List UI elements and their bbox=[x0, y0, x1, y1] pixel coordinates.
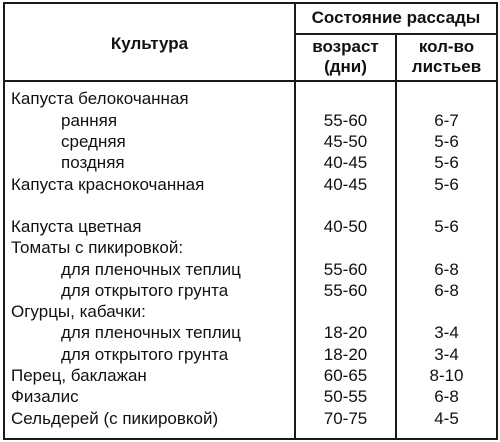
leaf-count-value: 5-6 bbox=[434, 132, 459, 151]
header-culture: Культура bbox=[110, 34, 189, 53]
table-row bbox=[5, 174, 496, 196]
leaf-count-value: 6-8 bbox=[434, 260, 459, 279]
table-row bbox=[5, 216, 496, 238]
header-divider bbox=[3, 80, 498, 82]
table-row bbox=[5, 131, 496, 153]
leaf-count-value: 5-6 bbox=[434, 153, 459, 172]
age-days-value: 70-75 bbox=[323, 409, 368, 428]
table-row bbox=[5, 344, 496, 366]
subheader-divider bbox=[296, 33, 498, 35]
leaf-count-value: 8-10 bbox=[429, 366, 464, 385]
leaf-count-value: 6-7 bbox=[434, 111, 459, 130]
leaf-count-value: 5-6 bbox=[434, 175, 459, 194]
table-row bbox=[5, 110, 496, 132]
culture-name: для пленочных теплиц bbox=[61, 260, 241, 279]
leaf-count-value: 6-8 bbox=[434, 281, 459, 300]
age-days-value: 18-20 bbox=[323, 323, 368, 342]
table-row bbox=[5, 322, 496, 344]
age-days-value: 50-55 bbox=[323, 387, 368, 406]
age-days-value: 40-45 bbox=[323, 175, 368, 194]
leaf-count-value: 4-5 bbox=[434, 409, 459, 428]
culture-name: Физалис bbox=[11, 387, 79, 406]
leaf-count-value: 3-4 bbox=[434, 345, 459, 364]
culture-name: средняя bbox=[61, 132, 126, 151]
culture-name: Сельдерей (с пикировкой) bbox=[11, 409, 219, 428]
table-row bbox=[5, 280, 496, 302]
culture-name: Перец, баклажан bbox=[11, 366, 147, 385]
table-bottom-border bbox=[3, 438, 498, 440]
header-age-days: возраст (дни) bbox=[312, 37, 379, 76]
culture-name: ранняя bbox=[61, 111, 118, 130]
header-leaf-count: кол-во листьев bbox=[411, 37, 482, 76]
culture-name: для открытого грунта bbox=[61, 281, 229, 300]
age-days-value: 40-45 bbox=[323, 153, 368, 172]
table-right-border bbox=[496, 2, 498, 440]
culture-name: поздняя bbox=[61, 153, 125, 172]
table-row bbox=[5, 88, 496, 110]
culture-name: для открытого грунта bbox=[61, 345, 229, 364]
table-row bbox=[5, 365, 496, 387]
table-top-border bbox=[3, 2, 498, 4]
table-row bbox=[5, 386, 496, 408]
table-row bbox=[5, 237, 496, 259]
leaf-count-value: 3-4 bbox=[434, 323, 459, 342]
age-days-value: 45-50 bbox=[323, 132, 368, 151]
header-seedling-state: Состояние рассады bbox=[311, 8, 481, 27]
leaf-count-value: 6-8 bbox=[434, 387, 459, 406]
culture-name: Капуста краснокочанная bbox=[11, 175, 205, 194]
age-days-value: 40-50 bbox=[323, 217, 368, 236]
culture-name: Капуста белокочанная bbox=[11, 89, 189, 108]
culture-name: Капуста цветная bbox=[11, 217, 142, 236]
age-days-value: 18-20 bbox=[323, 345, 368, 364]
leaf-count-value: 5-6 bbox=[434, 217, 459, 236]
table-row bbox=[5, 408, 496, 430]
age-days-value: 60-65 bbox=[323, 366, 368, 385]
table-row bbox=[5, 152, 496, 174]
culture-name: для пленочных теплиц bbox=[61, 323, 241, 342]
table-row bbox=[5, 301, 496, 323]
age-days-value: 55-60 bbox=[323, 111, 368, 130]
age-days-value: 55-60 bbox=[323, 260, 368, 279]
culture-name: Огурцы, кабачки: bbox=[11, 302, 146, 321]
table-row bbox=[5, 259, 496, 281]
age-days-value: 55-60 bbox=[323, 281, 368, 300]
culture-name: Томаты с пикировкой: bbox=[11, 238, 184, 257]
